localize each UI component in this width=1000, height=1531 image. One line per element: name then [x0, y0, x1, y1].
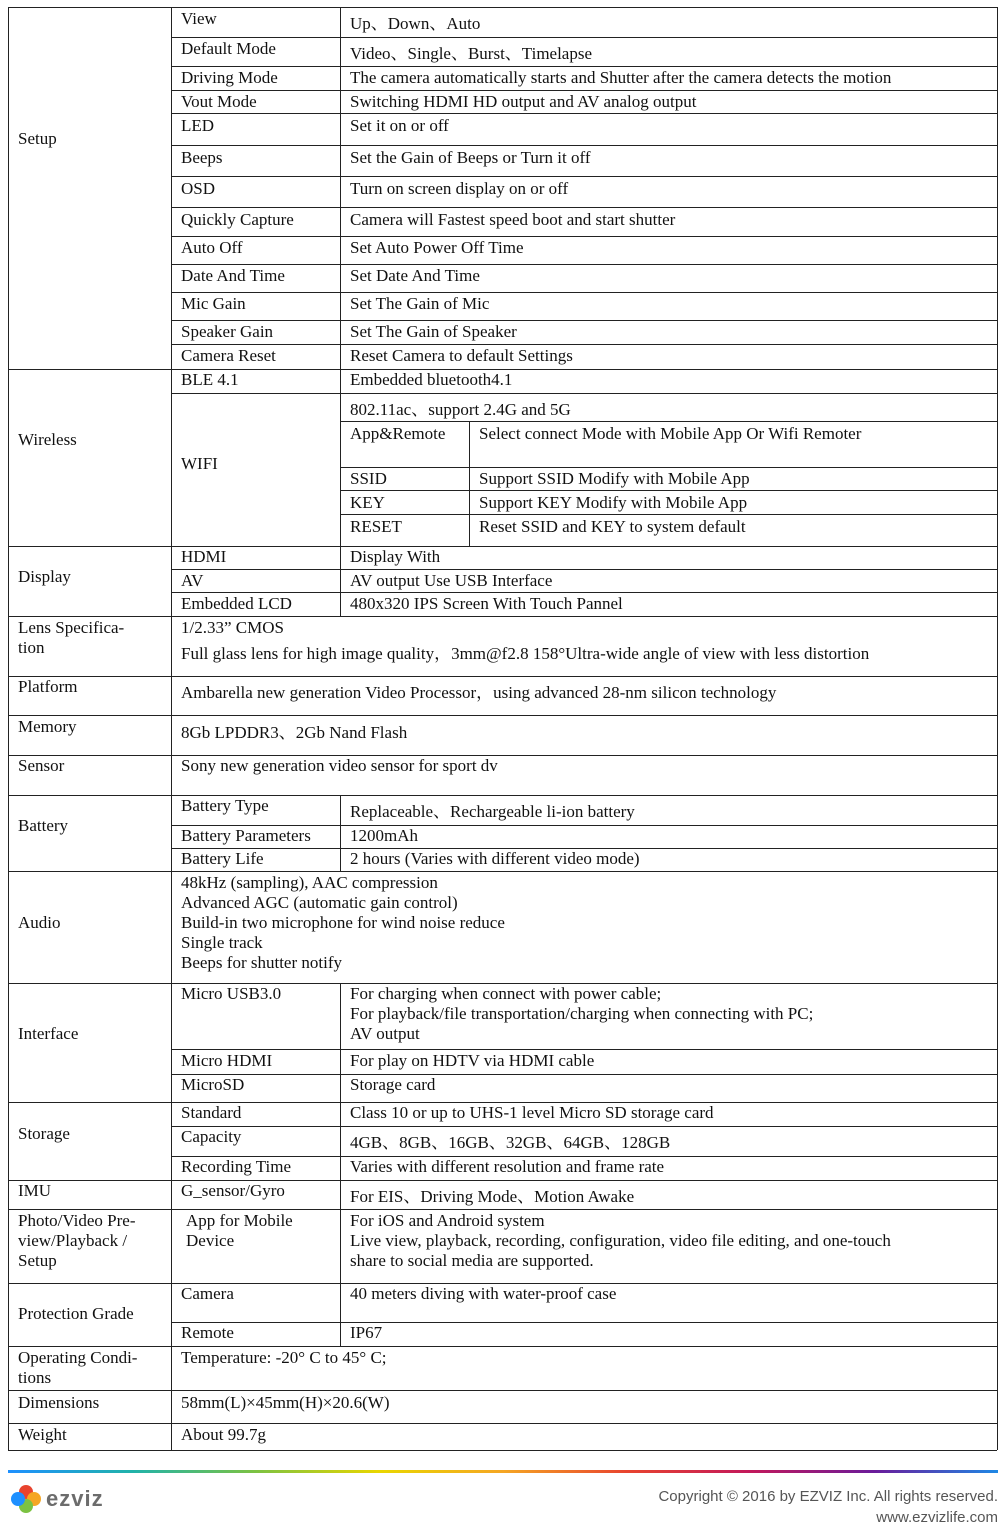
table-left-border	[8, 7, 10, 1450]
column-divider	[171, 7, 173, 369]
spec-key: App for Mobile	[186, 1211, 293, 1230]
spec-key: Battery Life	[181, 849, 264, 868]
spec-value: 1/2.33” CMOS	[181, 618, 284, 637]
spec-value: Turn on screen display on or off	[350, 179, 569, 198]
column-divider	[340, 1209, 342, 1283]
subcolumn-divider	[469, 421, 471, 546]
row-divider	[171, 264, 997, 266]
row-divider	[340, 467, 997, 469]
spec-value: For playback/file transportation/charging when connecting with PC;	[350, 1004, 814, 1023]
spec-value: Reset Camera to default Settings	[350, 346, 573, 365]
spec-value: Varies with different resolution and frame rate	[350, 1157, 665, 1176]
row-divider	[171, 207, 997, 209]
spec-key: Battery Type	[181, 796, 269, 815]
spec-key: LED	[181, 116, 215, 135]
section-label-interface: Interface	[18, 1024, 79, 1043]
section-label-lens: Lens Specifica-	[18, 618, 125, 637]
column-divider	[340, 546, 342, 616]
row-divider	[171, 1049, 997, 1051]
row-divider	[171, 569, 997, 571]
section-divider	[8, 1346, 997, 1348]
spec-key: Quickly Capture	[181, 210, 294, 229]
section-label-lens: tion	[18, 638, 45, 657]
row-divider	[171, 1126, 997, 1128]
spec-value: 480x320 IPS Screen With Touch Pannel	[350, 594, 623, 613]
row-divider	[171, 90, 997, 92]
spec-value: Single track	[181, 933, 263, 952]
spec-value: Camera will Fastest speed boot and start shutter	[350, 210, 676, 229]
column-divider	[340, 983, 342, 1102]
column-divider	[340, 795, 342, 871]
spec-key: Default Mode	[181, 39, 276, 58]
spec-value: For charging when connect with power cable;	[350, 984, 662, 1003]
column-divider	[171, 871, 173, 983]
spec-value: The camera automatically starts and Shutter after the camera detects the motion	[350, 68, 892, 87]
column-divider	[171, 1180, 173, 1209]
spec-key: AV	[181, 571, 204, 590]
logo-petal-blue	[11, 1492, 25, 1506]
spec-value: AV output Use USB Interface	[350, 571, 553, 590]
spec-key: Auto Off	[181, 238, 243, 257]
column-divider	[171, 755, 173, 795]
section-label-audio: Audio	[18, 913, 61, 932]
section-divider	[8, 1423, 997, 1425]
spec-value: 48kHz (sampling), AAC compression	[181, 873, 438, 892]
spec-value: 8Gb LPDDR3、2Gb Nand Flash	[181, 723, 408, 742]
spec-value: Set The Gain of Mic	[350, 294, 490, 313]
column-divider	[340, 7, 342, 369]
footer-divider	[8, 1470, 998, 1473]
row-divider	[171, 113, 997, 115]
spec-value: 802.11ac、support 2.4G and 5G	[350, 400, 571, 419]
spec-value: AV output	[350, 1024, 420, 1043]
spec-key: Beeps	[181, 148, 223, 167]
spec-value: 40 meters diving with water-proof case	[350, 1284, 617, 1303]
section-label-protection: Protection Grade	[18, 1304, 134, 1323]
row-divider	[171, 393, 997, 395]
spec-value: Replaceable、Rechargeable li-ion battery	[350, 802, 635, 821]
spec-value: Select connect Mode with Mobile App Or Wifi Remoter	[479, 424, 862, 443]
column-divider	[171, 1346, 173, 1390]
section-label-app: Setup	[18, 1251, 57, 1270]
spec-value: Set the Gain of Beeps or Turn it off	[350, 148, 591, 167]
spec-key: BLE 4.1	[181, 370, 239, 389]
row-divider	[171, 236, 997, 238]
column-divider	[171, 369, 173, 546]
section-divider	[8, 616, 997, 618]
spec-key: OSD	[181, 179, 216, 198]
column-divider	[340, 369, 342, 546]
spec-value: For iOS and Android system	[350, 1211, 545, 1230]
row-divider	[340, 514, 997, 516]
section-divider	[8, 755, 997, 757]
spec-value: Temperature: -20° C to 45° C;	[181, 1348, 387, 1367]
spec-key: Capacity	[181, 1127, 242, 1146]
row-divider	[171, 176, 997, 178]
column-divider	[171, 616, 173, 676]
spec-value: Up、Down、Auto	[350, 14, 481, 33]
spec-value: 58mm(L)×45mm(H)×20.6(W)	[181, 1393, 390, 1412]
spec-value: 2 hours (Varies with different video mode)	[350, 849, 640, 868]
spec-value: Sony new generation video sensor for sport dv	[181, 756, 498, 775]
spec-key: Date And Time	[181, 266, 285, 285]
spec-subkey: KEY	[350, 493, 385, 512]
section-divider	[8, 676, 997, 678]
section-divider	[8, 1180, 997, 1182]
spec-value: Set The Gain of Speaker	[350, 322, 517, 341]
spec-key: Standard	[181, 1103, 242, 1122]
spec-value: Beeps for shutter notify	[181, 953, 342, 972]
spec-key: MicroSD	[181, 1075, 245, 1094]
spec-value: Storage card	[350, 1075, 436, 1094]
section-divider	[8, 795, 997, 797]
spec-subkey: RESET	[350, 517, 402, 536]
table-bottom-border	[8, 1450, 997, 1452]
spec-key: Speaker Gain	[181, 322, 274, 341]
row-divider	[171, 37, 997, 39]
spec-value: Advanced AGC (automatic gain control)	[181, 893, 458, 912]
spec-value: Switching HDMI HD output and AV analog output	[350, 92, 697, 111]
section-label-storage: Storage	[18, 1124, 70, 1143]
spec-key: G_sensor/Gyro	[181, 1181, 285, 1200]
section-label-memory: Memory	[18, 717, 77, 736]
row-divider	[171, 292, 997, 294]
section-label-display: Display	[18, 567, 71, 586]
spec-value: 1200mAh	[350, 826, 418, 845]
column-divider	[171, 1209, 173, 1283]
table-right-border	[997, 7, 999, 1450]
spec-subkey: App&Remote	[350, 424, 446, 443]
table-top-border	[8, 7, 997, 9]
section-divider	[8, 1390, 997, 1392]
section-label-app: Photo/Video Pre-	[18, 1211, 136, 1230]
column-divider	[340, 1283, 342, 1346]
section-label-operating: tions	[18, 1368, 52, 1387]
spec-value: Live view, playback, recording, configuration, video file editing, and one-touch	[350, 1231, 891, 1250]
spec-value: 4GB、8GB、16GB、32GB、64GB、128GB	[350, 1133, 671, 1152]
row-divider	[171, 320, 997, 322]
row-divider	[171, 66, 997, 68]
spec-value: Reset SSID and KEY to system default	[479, 517, 746, 536]
column-divider	[340, 1180, 342, 1209]
spec-value: Video、Single、Burst、Timelapse	[350, 44, 593, 63]
spec-value: IP67	[350, 1323, 383, 1342]
spec-key: WIFI	[181, 454, 218, 473]
column-divider	[171, 1283, 173, 1346]
column-divider	[171, 676, 173, 715]
section-divider	[8, 1209, 997, 1211]
spec-value: For EIS、Driving Mode、Motion Awake	[350, 1187, 635, 1206]
spec-value: Ambarella new generation Video Processor，using advanced 28-nm silicon technology	[181, 683, 777, 702]
column-divider	[340, 1102, 342, 1180]
spec-value: About 99.7g	[181, 1425, 266, 1444]
section-divider	[8, 546, 997, 548]
spec-value: Class 10 or up to UHS-1 level Micro SD storage card	[350, 1103, 714, 1122]
row-divider	[340, 490, 997, 492]
column-divider	[171, 546, 173, 616]
section-label-dimensions: Dimensions	[18, 1393, 100, 1412]
row-divider	[171, 1074, 997, 1076]
spec-key: Camera	[181, 1284, 234, 1303]
section-label-sensor: Sensor	[18, 756, 65, 775]
section-label-operating: Operating Condi-	[18, 1348, 138, 1367]
section-divider	[8, 871, 997, 873]
section-label-weight: Weight	[18, 1425, 67, 1444]
spec-subkey: SSID	[350, 469, 387, 488]
spec-value: Set Auto Power Off Time	[350, 238, 524, 257]
spec-value: Support SSID Modify with Mobile App	[479, 469, 750, 488]
spec-value: Set Date And Time	[350, 266, 480, 285]
spec-key: Vout Mode	[181, 92, 257, 111]
column-divider	[171, 715, 173, 755]
column-divider	[171, 983, 173, 1102]
row-divider	[340, 421, 997, 423]
column-divider	[171, 1390, 173, 1423]
section-label-imu: IMU	[18, 1181, 52, 1200]
spec-key: Recording Time	[181, 1157, 292, 1176]
spec-key: Remote	[181, 1323, 234, 1342]
row-divider	[171, 344, 997, 346]
spec-value: Full glass lens for high image quality，3mm@f2.8 158°Ultra-wide angle of view with less distortion	[181, 644, 870, 663]
spec-value: Display With	[350, 547, 441, 566]
row-divider	[171, 145, 997, 147]
spec-value: Support KEY Modify with Mobile App	[479, 493, 748, 512]
spec-key: HDMI	[181, 547, 227, 566]
spec-key: Embedded LCD	[181, 594, 292, 613]
copyright-text: Copyright © 2016 by EZVIZ Inc. All rights reserved.	[658, 1488, 998, 1505]
row-divider	[171, 1322, 997, 1324]
spec-value: share to social media are supported.	[350, 1251, 594, 1270]
section-label-app: view/Playback /	[18, 1231, 128, 1250]
spec-key: Battery Parameters	[181, 826, 311, 845]
spec-key: Camera Reset	[181, 346, 276, 365]
spec-key: Driving Mode	[181, 68, 278, 87]
brand-wordmark: ezviz	[46, 1486, 104, 1511]
spec-key: Device	[186, 1231, 235, 1250]
spec-key: Mic Gain	[181, 294, 246, 313]
spec-value: Set it on or off	[350, 116, 449, 135]
spec-key: Micro HDMI	[181, 1051, 273, 1070]
section-label-setup: Setup	[18, 129, 57, 148]
row-divider	[171, 592, 997, 594]
website-link[interactable]: www.ezvizlife.com	[876, 1509, 998, 1526]
spec-key: View	[181, 9, 217, 28]
column-divider	[171, 1102, 173, 1180]
column-divider	[171, 795, 173, 871]
section-label-wireless: Wireless	[18, 430, 77, 449]
column-divider	[171, 1423, 173, 1450]
section-label-battery: Battery	[18, 816, 69, 835]
spec-value: For play on HDTV via HDMI cable	[350, 1051, 595, 1070]
spec-key: Micro USB3.0	[181, 984, 282, 1003]
spec-value: Embedded bluetooth4.1	[350, 370, 513, 389]
spec-value: Build-in two microphone for wind noise reduce	[181, 913, 505, 932]
section-divider	[8, 715, 997, 717]
section-label-platform: Platform	[18, 677, 78, 696]
